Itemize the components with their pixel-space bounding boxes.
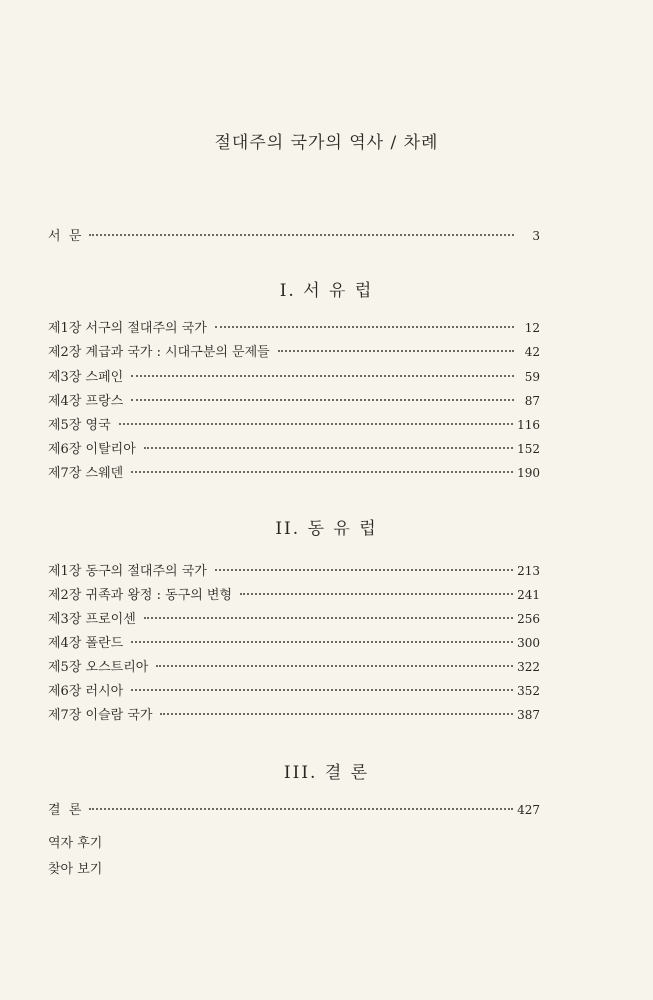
toc-entry-label: 제5장 영국 [48,418,111,433]
section-heading-western-europe: I. 서 유 럽 [279,281,374,301]
dot-leader [119,422,513,425]
dot-leader [144,446,513,449]
toc-entry-label: 제1장 동구의 절대주의 국가 [48,564,207,579]
toc-entry[interactable] [48,342,540,362]
page-number: 322 [517,660,540,674]
page-number: 152 [517,442,540,456]
dot-leader [131,374,514,377]
dot-leader [144,616,513,619]
toc-entry-label: 제2장 계급과 국가 : 시대구분의 문제들 [48,345,270,360]
dot-leader [131,688,513,691]
dot-leader [160,712,513,715]
toc-entry[interactable] [48,609,540,629]
page-number: 387 [517,708,540,722]
translator-afterword-entry[interactable]: 역자 후기 [48,836,103,851]
toc-entry[interactable] [48,585,540,605]
toc-entry[interactable] [48,561,540,581]
dot-leader [131,470,513,473]
toc-entry[interactable] [48,657,540,677]
toc-entry[interactable] [48,463,540,483]
dot-leader [215,325,514,328]
page-number: 300 [517,636,540,650]
toc-entry-label: 제5장 오스트리아 [48,660,149,675]
page-number: 241 [517,588,540,602]
page-number: 190 [517,466,540,480]
toc-entry[interactable] [48,391,540,411]
toc-entry[interactable] [48,367,540,387]
dot-leader [240,592,513,595]
dot-leader [89,807,513,810]
page-number: 59 [524,370,540,384]
page-number: 87 [524,394,540,408]
page-number: 213 [517,564,540,578]
toc-entry-label: 제3장 프로이센 [48,612,136,627]
toc-entry-label: 제7장 이슬람 국가 [48,708,153,723]
page-title: 절대주의 국가의 역사 / 차례 [214,133,439,153]
toc-entry[interactable] [48,633,540,653]
toc-entry[interactable] [48,800,540,820]
toc-entry-label: 제1장 서구의 절대주의 국가 [48,321,207,336]
toc-entry-label: 제4장 폴란드 [48,636,124,651]
dot-leader [278,349,514,352]
toc-entry[interactable] [48,439,540,459]
toc-entry-label: 제6장 이탈리아 [48,442,136,457]
toc-entry-label: 제3장 스페인 [48,370,124,385]
toc-entry-preface[interactable] [48,226,540,246]
dot-leader [89,233,514,236]
section-heading-conclusion: III. 결 론 [283,763,370,783]
page-number: 12 [524,321,540,335]
toc-entry[interactable] [48,415,540,435]
dot-leader [131,640,513,643]
dot-leader [215,568,513,571]
toc-entry[interactable] [48,705,540,725]
toc-entry-label: 제6장 러시아 [48,684,124,699]
toc-entry[interactable] [48,318,540,338]
page-number: 256 [517,612,540,626]
toc-entry-label: 결 론 [48,803,82,818]
index-entry[interactable]: 찾아 보기 [48,862,103,877]
toc-entry-label: 서 문 [48,229,82,244]
page-number: 116 [517,418,540,432]
toc-entry-label: 제2장 귀족과 왕정 : 동구의 변형 [48,588,233,603]
section-heading-eastern-europe: II. 동 유 럽 [275,519,378,539]
page-number: 42 [524,345,540,359]
page-number: 427 [517,803,540,817]
dot-leader [131,398,514,401]
page-number: 3 [532,229,540,243]
toc-entry[interactable] [48,681,540,701]
toc-entry-label: 제4장 프랑스 [48,394,124,409]
toc-entry-label: 제7장 스웨덴 [48,466,124,481]
dot-leader [156,664,513,667]
page-number: 352 [517,684,540,698]
